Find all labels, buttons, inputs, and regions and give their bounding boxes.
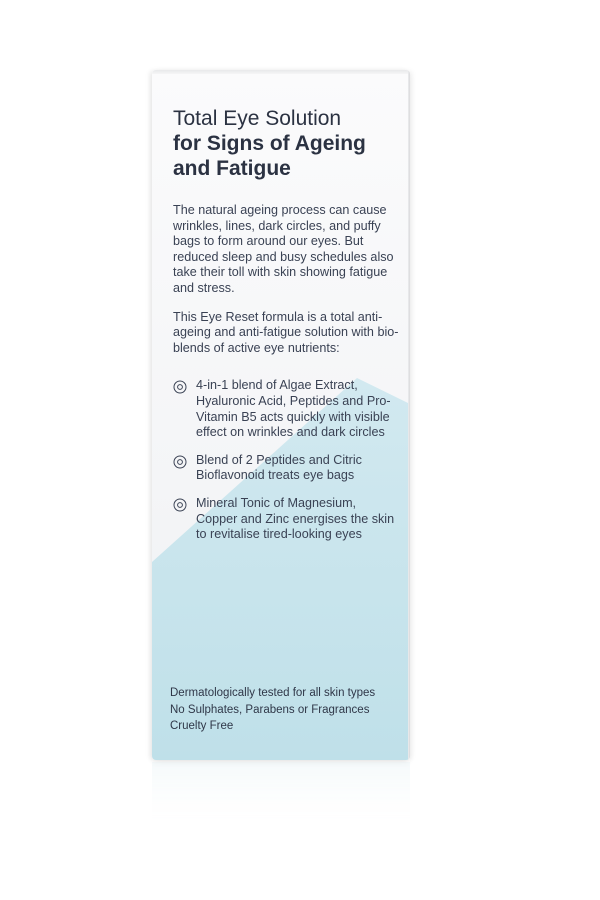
box-top-edge [152, 70, 410, 74]
list-item [173, 453, 399, 484]
title-line-1: Total Eye Solution [173, 107, 342, 130]
title-line-3: and Fatigue [173, 157, 291, 180]
concentric-circle-icon [173, 380, 187, 394]
concentric-circle-icon [173, 498, 187, 512]
concentric-circle-icon [173, 455, 187, 469]
list-item [173, 496, 399, 543]
panel-content [173, 106, 399, 555]
product-box-side-panel [152, 70, 410, 760]
box-reflection [152, 762, 410, 822]
claim-no-sulphates: No Sulphates, Parabens or Fragrances [170, 703, 370, 716]
reflection-surface [152, 762, 410, 822]
list-item-text: Blend of 2 Peptides and Citric Bioflavonoid treats eye bags [196, 452, 362, 483]
claim-cruelty-free: Cruelty Free [170, 720, 234, 732]
reflected-claim-cruelty-free [170, 762, 375, 764]
formula-paragraph: This Eye Reset formula is a total anti-ageing and anti-fatigue solution with bio-blends of active eye nutrients: [173, 309, 399, 355]
claim-dermatologically-tested: Dermatologically tested for all skin types [170, 687, 376, 699]
ingredient-list [173, 378, 399, 542]
box-right-edge [408, 70, 410, 760]
list-item [173, 378, 399, 440]
intro-paragraph: The natural ageing process can cause wrinkles, lines, dark circles, and puffy bags to form around our eyes. But reduced sleep and busy schedules also take their toll with skin showing fatigue and stress. [173, 203, 394, 295]
claims-footer [170, 685, 400, 735]
list-item-text: Mineral Tonic of Magnesium, Copper and Zinc energises the skin to revitalise tired-looking eyes [196, 495, 395, 542]
title-line-2: for Signs of Ageing [173, 132, 366, 155]
list-item-text: 4-in-1 blend of Algae Extract, Hyaluronic Acid, Peptides and Pro-Vitamin B5 acts quickly with visible effect on wrinkles and dark circles [196, 378, 391, 440]
